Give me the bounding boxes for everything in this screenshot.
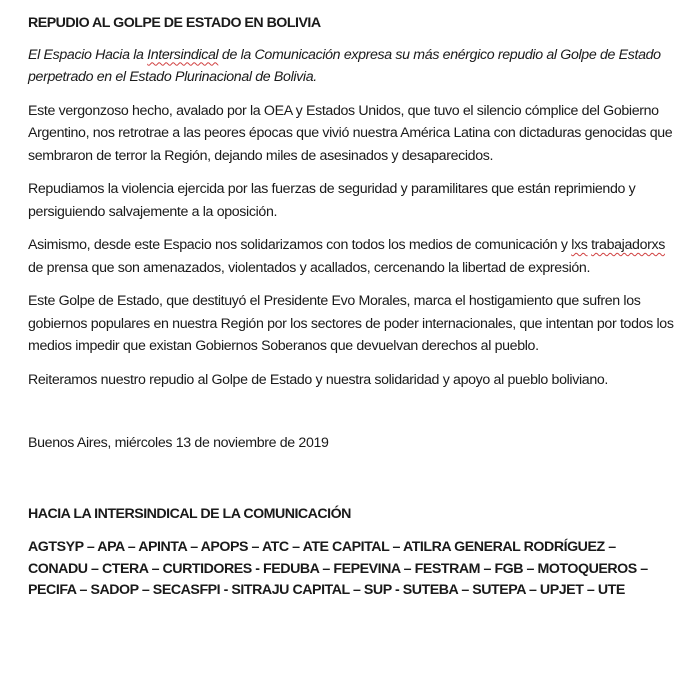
spellcheck-flagged-word[interactable]: trabajadorxs <box>591 237 665 253</box>
signatory-title: HACIA LA INTERSINDICAL DE LA COMUNICACIÓN <box>28 505 351 522</box>
spellcheck-flagged-word[interactable]: lxs <box>571 237 588 253</box>
solidarity-text-start: Asimismo, desde este Espacio nos solidarizamos con todos los medios de comunicación y <box>28 237 572 253</box>
paragraph-coup: Este Golpe de Estado, que destituyó el Presidente Evo Morales, marca el hostigamiento que sufren los gobiernos populares en nuestra Región por los sectores de poder internacionales, que intentan por todos los medios impedir que existan Gobiernos Soberanos que devuelvan derechos al pueblo. <box>28 293 674 354</box>
paragraph-repudiation: Repudiamos la violencia ejercida por las fuerzas de seguridad y paramilitares que están reprimiendo y persiguiendo salvajemente a la oposición. <box>28 181 636 220</box>
organizations-line: CONADU – CTERA – CURTIDORES - FEDUBA – FEPEVINA – FESTRAM – FGB – MOTOQUEROS – <box>28 560 648 577</box>
spellcheck-flagged-word[interactable]: Intersindical <box>147 46 219 63</box>
intro-text-end: de la Comunicación expresa su más enérgico repudio al Golpe de Estado perpetrado en el Estado Plurinacional de Bolivia. <box>28 46 661 85</box>
paragraph-solidarity <box>28 234 678 279</box>
solidarity-text-end: de prensa que son amenazados, violentados y acallados, cercenando la libertad de expresión. <box>28 259 591 276</box>
intro-paragraph <box>28 44 678 89</box>
date-line: Buenos Aires, miércoles 13 de noviembre de 2019 <box>28 435 329 451</box>
intro-text-start: El Espacio Hacia la <box>28 46 148 63</box>
organizations-line: AGTSYP – APA – APINTA – APOPS – ATC – ATE CAPITAL – ATILRA GENERAL RODRÍGUEZ – <box>28 539 616 555</box>
document-title: REPUDIO AL GOLPE DE ESTADO EN BOLIVIA <box>28 15 321 31</box>
paragraph-reiteration: Reiteramos nuestro repudio al Golpe de Estado y nuestra solidaridad y apoyo al pueblo boliviano. <box>28 371 608 388</box>
organizations-line: PECIFA – SADOP – SECASFPI - SITRAJU CAPITAL – SUP - SUTEBA – SUTEPA – UPJET – UTE <box>28 582 625 598</box>
organizations-list <box>28 537 678 602</box>
document-body <box>28 12 678 602</box>
paragraph-condemnation: Este vergonzoso hecho, avalado por la OEA y Estados Unidos, que tuvo el silencio cómplice del Gobierno Argentino, nos retrotrae a las peores épocas que vivió nuestra América Latina con dictaduras genocidas que sembraron de terror la Región, dejando miles de asesinados y desaparecidos. <box>28 102 673 164</box>
